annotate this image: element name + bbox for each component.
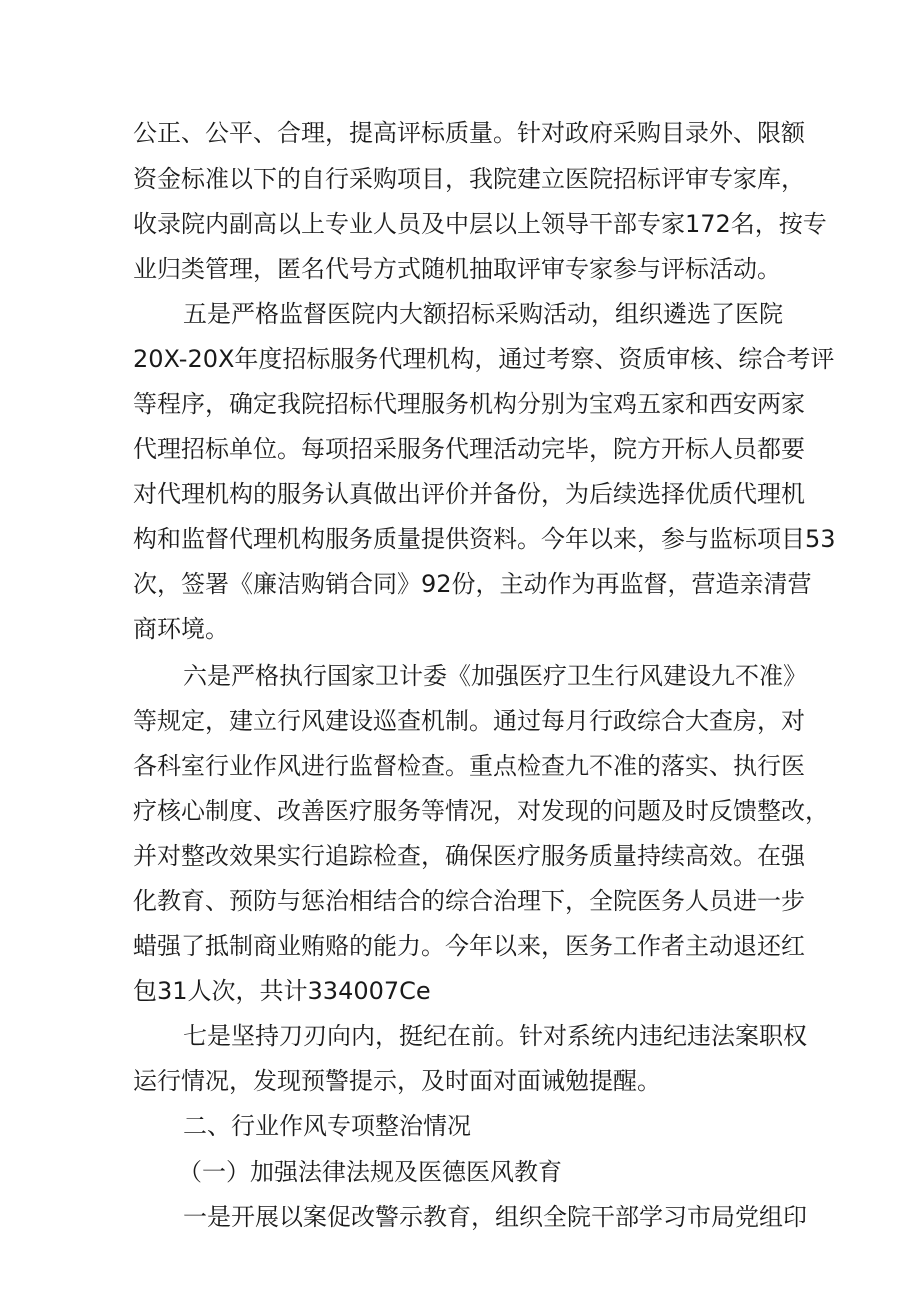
text-line: 构和监督代理机构服务质量提供资料。今年以来，参与监标项目53 <box>133 525 836 553</box>
text-line: 运行情况，发现预警提示，及时面对面诫勉提醒。 <box>133 1067 661 1095</box>
text-line: 业归类管理，匿名代号方式随机抽取评审专家参与评标活动。 <box>133 255 781 283</box>
text-line: 等程序，确定我院招标代理服务机构分别为宝鸡五家和西安两家 <box>133 390 805 418</box>
text-line: 各科室行业作风进行监督检查。重点检查九不准的落实、执行医 <box>133 752 805 780</box>
text-line: 七是坚持刀刃向内，挺纪在前。针对系统内违纪违法案职权 <box>183 1022 807 1050</box>
section-heading: 二、行业作风专项整治情况 <box>183 1112 471 1140</box>
text-line: 收录院内副高以上专业人员及中层以上领导干部专家172名，按专 <box>133 210 827 238</box>
text-line: 疗核心制度、改善医疗服务等情况，对发现的问题及时反馈整改， <box>133 797 829 825</box>
text-line: 次，签署《廉洁购销合同》92份，主动作为再监督，营造亲清营 <box>133 570 812 598</box>
text-line: 资金标准以下的自行采购项目，我院建立医院招标评审专家库， <box>133 165 805 193</box>
text-line: 包31人次，共计334007Ce <box>133 977 431 1005</box>
text-line: 公正、公平、合理，提高评标质量。针对政府采购目录外、限额 <box>133 119 805 147</box>
text-line: 20X-20X年度招标服务代理机构，通过考察、资质审核、综合考评 <box>133 345 835 373</box>
text-line: 六是严格执行国家卫计委《加强医疗卫生行风建设九不准》 <box>183 662 807 690</box>
text-line: 等规定，建立行风建设巡查机制。通过每月行政综合大查房，对 <box>133 707 805 735</box>
text-line: 代理招标单位。每项招采服务代理活动完毕，院方开标人员都要 <box>133 435 805 463</box>
text-line: 一是开展以案促改警示教育，组织全院干部学习市局党组印 <box>183 1203 807 1231</box>
text-line: 蜡强了抵制商业贿赂的能力。今年以来，医务工作者主动退还红 <box>133 932 805 960</box>
text-line: 对代理机构的服务认真做出评价并备份，为后续选择优质代理机 <box>133 480 805 508</box>
text-line: 化教育、预防与惩治相结合的综合治理下，全院医务人员进一步 <box>133 887 805 915</box>
text-line: 五是严格监督医院内大额招标采购活动，组织遴选了医院 <box>183 300 783 328</box>
subsection-heading: （一）加强法律法规及医德医风教育 <box>178 1158 562 1186</box>
text-line: 并对整改效果实行追踪检查，确保医疗服务质量持续高效。在强 <box>133 842 805 870</box>
text-line: 商环境。 <box>133 615 229 643</box>
